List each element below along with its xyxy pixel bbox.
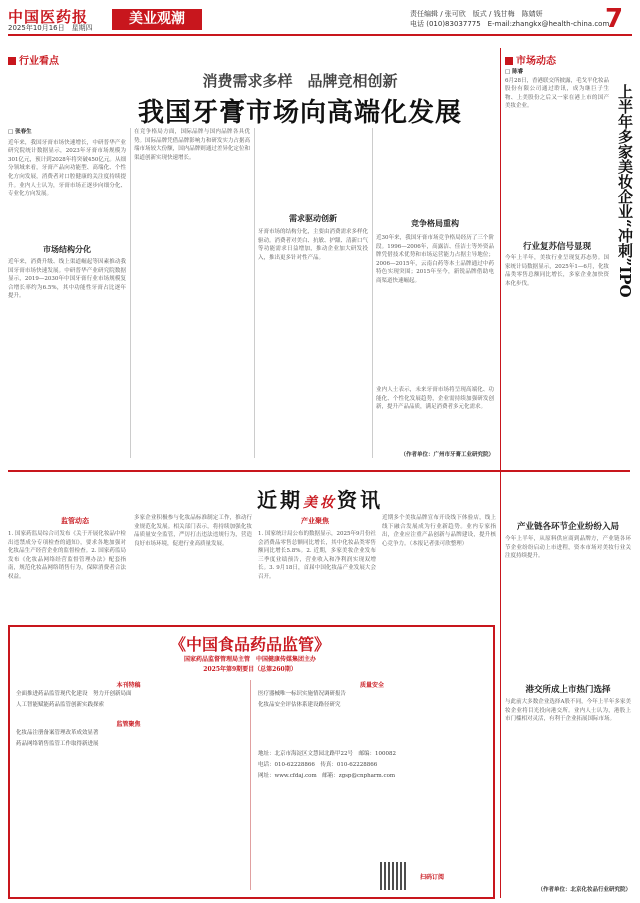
column-divider bbox=[372, 128, 373, 458]
ad-item: 全面推进药品监管现代化建设 努力开创新局面 bbox=[16, 691, 132, 697]
editor-info bbox=[410, 9, 609, 29]
news-tag-industry: 产业聚焦 bbox=[301, 516, 329, 525]
issue-date: 2025年10月16日 星期四 bbox=[8, 24, 93, 32]
ad-column-left bbox=[16, 680, 241, 750]
ad-item: 药品网络销售监管工作取得新进展 bbox=[16, 741, 99, 747]
sidebar-author: （作者单位：北京化妆品行业研究院） bbox=[537, 887, 631, 893]
ad-issue: 2025年第9期要目（总第260期） bbox=[203, 666, 297, 673]
sidebar-heading-1: 行业复苏信号显现 bbox=[522, 242, 591, 252]
sidebar-vertical-title: 上半年多家美妆企业“冲刺”IPO bbox=[616, 84, 634, 298]
tag-square-icon bbox=[505, 57, 513, 65]
article-column-1 bbox=[8, 128, 126, 238]
sidebar-intro-text: 6月28日，香港联交所披露，毛戈平化妆品股份有限公司通过聆讯，成为继巨子生物、上美股份之后又一家在港上市的国产美妆企业。 bbox=[505, 77, 609, 110]
sidebar-intro bbox=[505, 68, 609, 208]
article-heading-3: 竞争格局重构 bbox=[411, 218, 459, 228]
news-title-left: 近期 bbox=[257, 488, 303, 512]
left-tag-label: 行业看点 bbox=[19, 56, 59, 67]
article-author: （作者单位：广州市牙膏工业研究院） bbox=[400, 452, 494, 458]
news-title-right: 资讯 bbox=[337, 488, 383, 512]
sidebar-divider bbox=[500, 48, 501, 898]
article-subhead: 消费需求多样 品牌竞相创新 bbox=[202, 72, 398, 90]
sidebar-text-3: 与此前大多数企业选择A股不同，今年上半年多家美妆企业将目光投向港交所。业内人士认为，港股上市门槛相对灵活，有利于企业拓展国际市场。 bbox=[505, 699, 631, 723]
news-column-2: 多家企业积极参与化妆品标准制定工作，推动行业规范化发展。相关部门表示，将持续加强化妆品质量安全监管，严厉打击违法违规行为，营造良好市场环境，促进行业高质量发展。 bbox=[134, 515, 252, 547]
article-byline: □ 张春生 bbox=[8, 129, 32, 135]
newspaper-brand: 中国医药报 bbox=[8, 8, 89, 26]
ad-title: 《中国食品药品监管》 bbox=[169, 635, 330, 654]
right-column-tag bbox=[505, 52, 556, 67]
ad-contact: 地址：北京市海淀区文慧园北路甲22号 邮编：100082 bbox=[258, 751, 396, 757]
left-column-tag bbox=[8, 52, 59, 67]
right-tag-label: 市场动态 bbox=[516, 56, 556, 67]
article-headline: 我国牙膏市场向高端化发展 bbox=[137, 98, 462, 128]
news-column-1: 1. 国家药监局综合司发布《关于开展化妆品中检出违禁成分专项检查的通知》，要求各地加强对化妆品生产经营企业的监督检查。2. 国家药监局发布《化妆品网络经营监督管理办法》配套指南，规范化妆品网络销售行为，保障消费者合法权益。 bbox=[8, 531, 126, 580]
sidebar-heading-3: 港交所成上市热门选择 bbox=[525, 685, 611, 695]
ad-divider bbox=[250, 680, 251, 890]
ad-section-header: 质量安全 bbox=[359, 682, 384, 689]
sidebar-text-1: 今年上半年，美妆行业呈现复苏态势。国家统计局数据显示，2025年1—6月，化妆品类零售总额同比增长，多家企业加快资本化步伐。 bbox=[505, 255, 609, 287]
article-column-4b: 业内人士表示，未来牙膏市场将呈现高端化、功能化、个性化发展趋势，企业需持续加强研发创新，提升产品品质，满足消费者多元化需求。 bbox=[376, 387, 494, 411]
ad-contact: 网址：www.cfdaj.com 邮箱：zgsp@cnpharm.com bbox=[258, 773, 396, 779]
article-column-1b: 近年来，消费升级、线上渠道崛起等因素推动我国牙膏市场快速发展。中研普华产业研究院数据显示，2019—2030年中国牙膏行业市场规模复合增长率约为6.5%，其中功能性牙膏占比逐年提升。 bbox=[8, 259, 126, 300]
ad-section-header: 本刊特稿 bbox=[116, 682, 141, 689]
ad-section-header: 监管聚焦 bbox=[116, 721, 141, 728]
ad-subtitle: 国家药品监督管理局主管 中国健康传媒集团主办 bbox=[183, 656, 316, 663]
news-section-rule bbox=[8, 470, 630, 472]
qr-label: 扫码订阅 bbox=[420, 874, 445, 881]
section-title: 美业观潮 bbox=[112, 9, 202, 30]
article-column-3: 牙膏市场的结构分化，主要由消费需求多样化驱动。消费者对美白、抗敏、护龈、清新口气等功能需求日益增加，推动企业加大研发投入，推出更多针对性产品。 bbox=[258, 229, 368, 261]
sidebar-text-2: 今年上半年，从原料供应商到品牌方，产业链各环节企业纷纷启动上市进程，资本市场对美妆行业关注度持续提升。 bbox=[505, 536, 631, 560]
editor-line-2: 电话 (010)83037775 E-mail:zhangkx@health-china.com bbox=[410, 20, 610, 28]
sidebar-heading-2: 产业链各环节企业纷纷入局 bbox=[516, 522, 619, 532]
ad-item: 化妆品注册备案管理改革成效显著 bbox=[16, 730, 99, 736]
page-number: 7 bbox=[605, 4, 624, 34]
tag-square-icon bbox=[8, 57, 16, 65]
qr-code-icon bbox=[380, 862, 408, 890]
news-section-title bbox=[200, 484, 440, 513]
article-column-2: 在竞争格局方面，国际品牌与国内品牌各具优势。国际品牌凭借品牌影响力和研发实力占据高端市场较大份额，国内品牌则通过差异化定位和渠道创新实现快速增长。 bbox=[134, 129, 250, 161]
ad-column-right bbox=[258, 680, 486, 782]
article-heading-2: 需求驱动创新 bbox=[289, 213, 337, 223]
sidebar-byline: □ 陈睿 bbox=[505, 69, 524, 75]
editor-line-1: 责任编辑 / 张可欣 版式 / 钱甘梅 陈婧妍 bbox=[410, 10, 543, 18]
header-rule bbox=[8, 34, 632, 36]
ad-item: 医疗器械唯一标识实施情况调研报告 bbox=[258, 691, 347, 697]
article-column-4: 近30年来，我国牙膏市场竞争格局经历了三个阶段。1996—2006年，高露洁、佳洁士等外资品牌凭借技术优势和市场运营能力占据主导地位；2006—2015年，云南白药等本土品牌通过中药特色实现突围；2015年至今，新锐品牌借助电商渠道快速崛起。 bbox=[376, 235, 494, 284]
article-heading-1: 市场结构分化 bbox=[43, 244, 91, 254]
column-divider bbox=[130, 128, 131, 458]
ad-item: 化妆品安全评估体系建设路径研究 bbox=[258, 702, 341, 708]
news-column-3: 1. 国家统计局公布的数据显示，2025年9月份社会消费品零售总额同比增长，其中化妆品类零售额同比增长5.8%。2. 近期，多家美妆企业发布三季度业绩预告，营业收入和净利润实现双增长。3. 9月18日，首届中国化妆品产业发展大会召开。 bbox=[258, 531, 376, 580]
ad-item: 人工智能赋能药品监管创新实践探索 bbox=[16, 702, 105, 708]
news-tag-regulation: 监管动态 bbox=[61, 516, 89, 525]
news-column-4: 近期多个美妆品牌宣布开设线下体验店，线上线下融合发展成为行业新趋势。业内专家指出，企业应注重产品创新与品牌建设，提升核心竞争力。（本报记者张可欣整理） bbox=[382, 515, 496, 547]
article-intro: 近年来，我国牙膏市场快速增长，中研普华产业研究院统计数据显示，2023年牙膏市场规模为301亿元，预计到2028年将突破450亿元。从细分领域来看，牙膏产品向功能型、高端化、个性化方向发展，消费者对口腔健康的关注度持续提升。业内人士认为，牙膏市场正逐步向细分化、专业化方向发展。 bbox=[8, 139, 126, 198]
ad-contact: 电话：010-62228866 传真：010-62228866 bbox=[258, 762, 378, 768]
column-divider bbox=[254, 128, 255, 458]
news-title-mid: 美妆 bbox=[303, 495, 337, 511]
